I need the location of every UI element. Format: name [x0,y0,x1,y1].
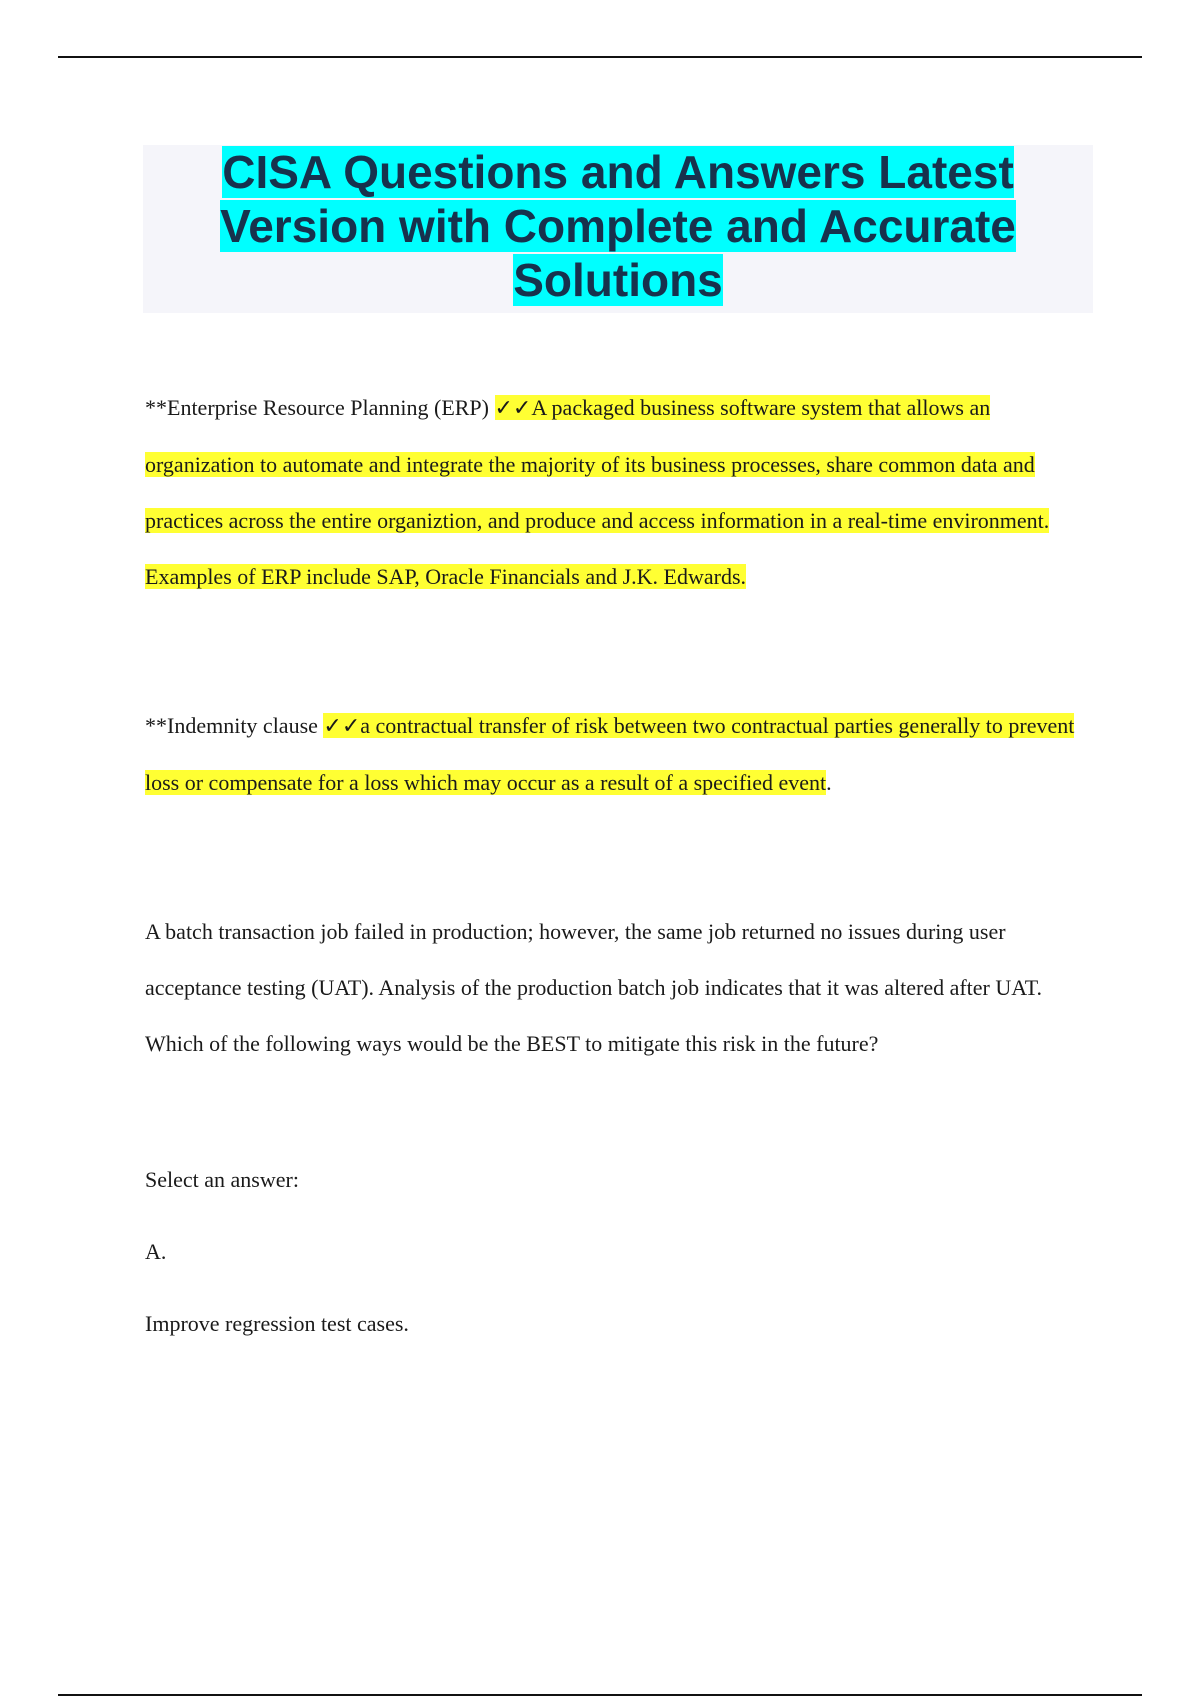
entry-term: **Indemnity clause [145,713,318,738]
double-check-icon: ✓✓ [494,396,532,421]
entry-trailing-period: . [826,770,832,795]
entry-definition: a contractual transfer of risk between two contractual parties generally to prevent loss or compensate for a loss which may occur as a result of a specified event [145,713,1075,795]
entry-erp [145,380,1095,605]
answer-highlight [145,395,1049,589]
question-text: A batch transaction job failed in production; however, the same job returned no issues during user acceptance testing (UAT). Analysis of the production batch job indicates that it was altered after UAT. Which of the following ways would be the BEST to mitigate this risk in the future? [145,919,1043,1056]
document-title [143,145,1093,307]
option-letter: A. [145,1239,167,1264]
top-rule [58,56,1142,58]
entry-indemnity [145,698,1095,811]
title-highlight: CISA Questions and Answers Latest Version with Complete and Accurate Solutions [220,146,1016,306]
entry-term: **Enterprise Resource Planning (ERP) [145,395,489,420]
entry-definition: A packaged business software system that allows an organization to automate and integrate the majority of its business processes, share common data and practices across the entire organiztion, and produce and access information in a real-time environment. Examples of ERP include SAP, Oracle Financials and J.K. Edwards. [145,395,1050,589]
bottom-rule [58,1694,1142,1696]
double-check-icon: ✓✓ [323,714,361,739]
option-text: Improve regression test cases. [145,1311,409,1336]
select-answer-prompt: Select an answer: [145,1167,299,1192]
